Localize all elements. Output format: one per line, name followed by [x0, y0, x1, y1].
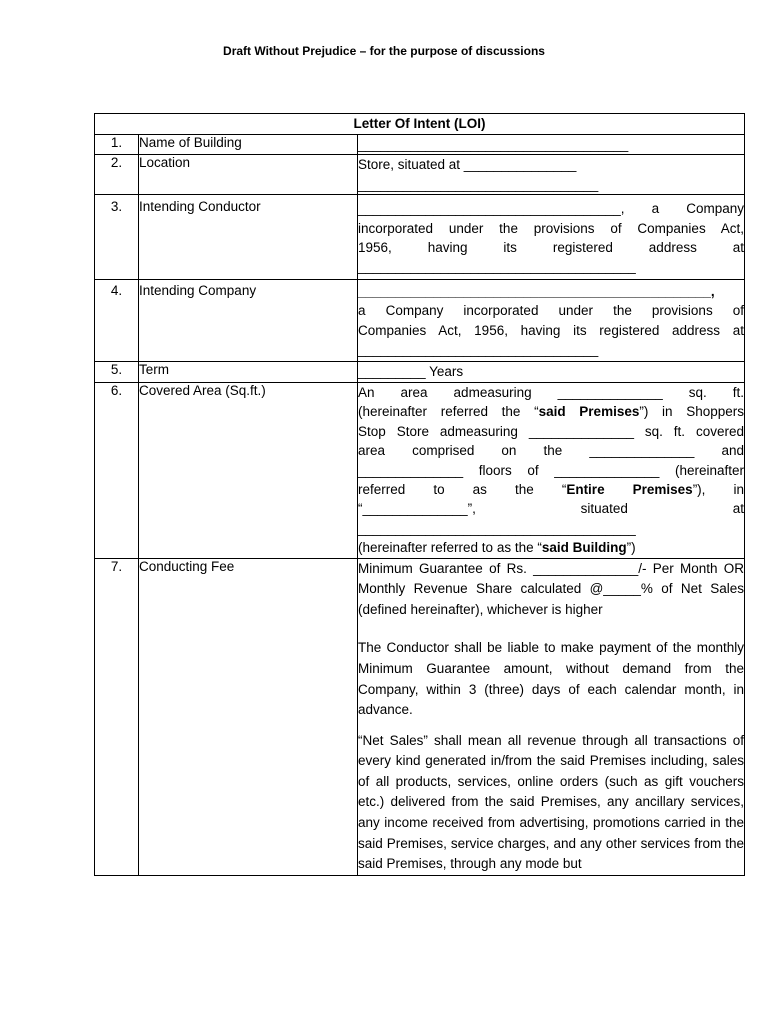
row-label: Term: [139, 362, 358, 382]
row-content: [358, 558, 745, 875]
row-number: 5.: [95, 362, 139, 382]
row-content: [358, 195, 745, 280]
content-line: Companies Act, 1956, having its registered address at: [358, 322, 745, 338]
row-number: 7.: [95, 558, 139, 875]
row-content: ____________________________________: [358, 135, 745, 155]
said-premises-term: said Premises: [538, 404, 640, 420]
row-label: Conducting Fee: [139, 558, 358, 875]
row-number: 4.: [95, 279, 139, 362]
location-line: Store, situated at _______________: [358, 157, 577, 173]
content-paragraph: The Conductor shall be liable to make payment of the monthly Minimum Guarantee amount, without demand from the Company, within 3 (three) days of each calendar month, in advance.: [358, 640, 745, 718]
row-label: Covered Area (Sq.ft.): [139, 382, 358, 558]
content-paragraph: Minimum Guarantee of Rs. ______________/- Per Month OR Monthly Revenue Share calculated @_____% of Net Sales (defined hereinafter), whichever is higher: [358, 560, 745, 617]
content-line: Stop Store admeasuring ______________ sq. ft. covered: [358, 423, 745, 439]
content-line: An area admeasuring ______________ sq. ft.: [358, 384, 745, 400]
row-content: [358, 279, 745, 362]
location-line: ________________________________: [358, 176, 599, 192]
content-line: _____________________________________: [358, 520, 636, 536]
row-content: [358, 155, 745, 195]
row-number: 2.: [95, 155, 139, 195]
content-line: (hereinafter referred the “said Premises”) in Shoppers: [358, 404, 745, 420]
row-number: 3.: [95, 195, 139, 280]
draft-header: Draft Without Prejudice – for the purpose of discussions: [223, 44, 545, 58]
row-content: _________ Years: [358, 362, 745, 382]
content-line: ________________________________: [358, 342, 599, 358]
row-label: Name of Building: [139, 135, 358, 155]
content-line: referred to as the “Entire Premises”), in: [358, 481, 745, 497]
entire-premises-term: Entire Premises: [566, 481, 693, 497]
table-title: Letter Of Intent (LOI): [95, 114, 745, 135]
content-line: ___________________________________, a Company: [358, 201, 745, 217]
row-content: [358, 382, 745, 558]
row-label: Intending Company: [139, 279, 358, 362]
table-row: [95, 362, 745, 382]
table-row: [95, 135, 745, 155]
content-paragraph: “Net Sales” shall mean all revenue through all transactions of every kind generated in/from the said Premises including, sales of all products, services, online orders (such as gift vouchers etc.) delivered from the said Premises, any ancillary services, any income received from advertising, promotions carried in the said Premises, service charges, and any other services from the said Premises, through any mode but: [358, 732, 745, 872]
content-line: a Company incorporated under the provisions of: [358, 303, 745, 319]
table-title-row: [95, 114, 745, 135]
content-line: (hereinafter referred to as the “said Building”): [358, 540, 636, 556]
content-line: incorporated under the provisions of Companies Act,: [358, 220, 745, 236]
content-line: ______________ floors of ______________ (hereinafter: [358, 462, 745, 478]
said-building-term: said Building: [541, 540, 627, 556]
content-line: area comprised on the ______________ and: [358, 443, 745, 459]
content-line: _____________________________________: [358, 259, 636, 275]
table-row: [95, 195, 745, 280]
row-number: 1.: [95, 135, 139, 155]
content-line: 1956, having its registered address at: [358, 240, 745, 256]
row-number: 6.: [95, 382, 139, 558]
row-label: Intending Conductor: [139, 195, 358, 280]
loi-table: [94, 113, 745, 876]
content-line: “______________”, situated at: [358, 501, 745, 517]
table-row: [95, 279, 745, 362]
content-line: _______________________________________________,: [358, 283, 715, 299]
table-row: [95, 155, 745, 195]
table-row: [95, 558, 745, 875]
row-label: Location: [139, 155, 358, 195]
table-row: [95, 382, 745, 558]
